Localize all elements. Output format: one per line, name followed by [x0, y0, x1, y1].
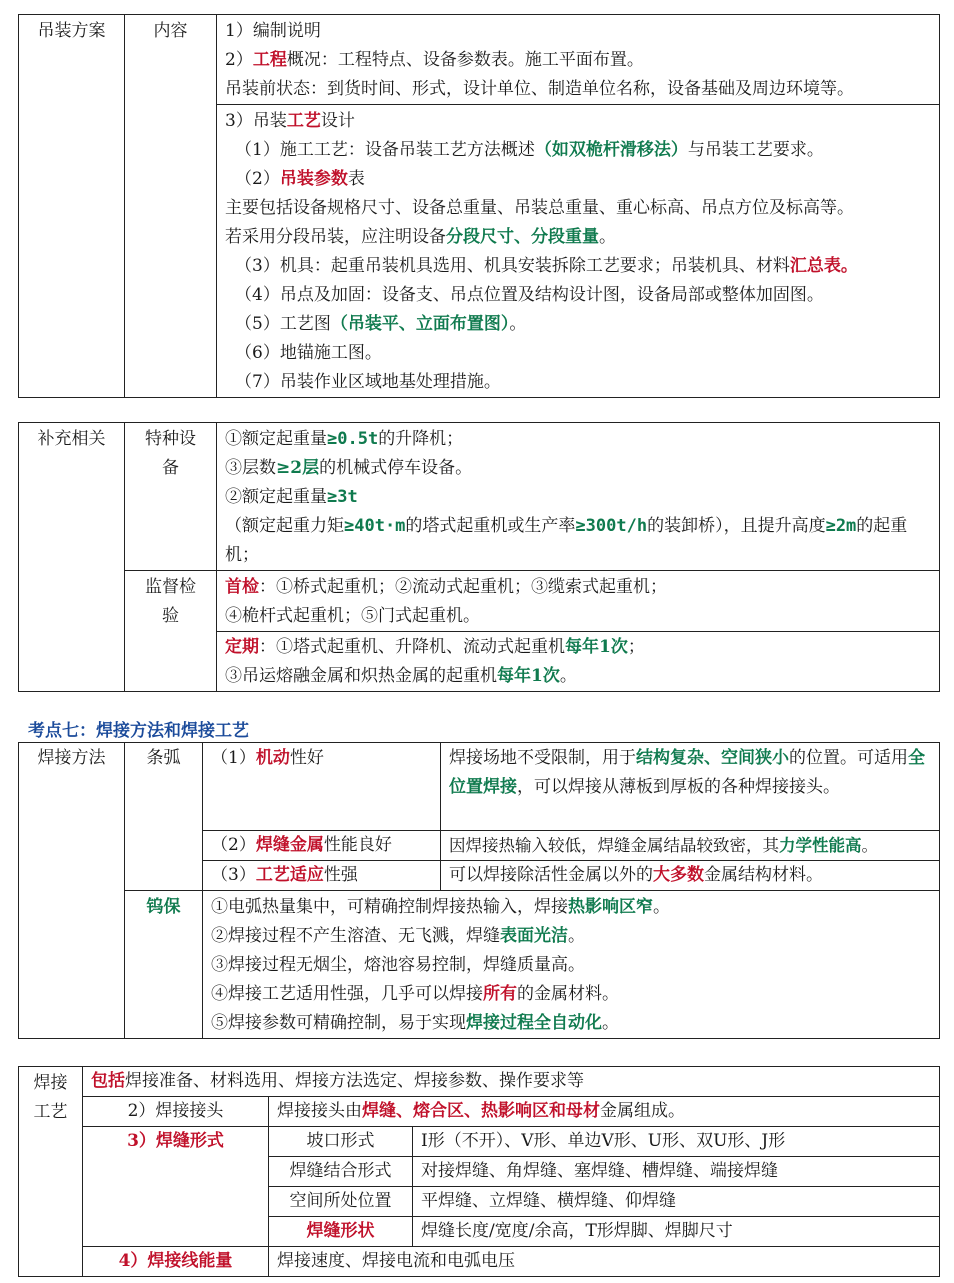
- special-equipment-label: 特种设备: [125, 423, 217, 571]
- groove-value: I形（不开）、V形、单边V形、U形、双U形、J形: [413, 1127, 940, 1157]
- joint-desc: 焊接接头由焊缝、熔合区、热影响区和母材金属组成。: [269, 1097, 940, 1127]
- weld-shape-label: 焊缝形状: [269, 1217, 413, 1247]
- spatial-position-label: 空间所处位置: [269, 1187, 413, 1217]
- arc-feature-1-desc: 焊接场地不受限制，用于结构复杂、空间狭小的位置。可适用全位置焊接，可以焊接从薄板到厚板的各种焊接接头。: [441, 743, 940, 831]
- left-label: 吊装方案: [19, 15, 125, 398]
- first-inspection: 首检：①桥式起重机；②流动式起重机；③缆索式起重机； ④桅杆式起重机；⑤门式起重机。: [217, 571, 940, 632]
- joint-combination-value: 对接焊缝、角焊缝、塞焊缝、槽焊缝、端接焊缝: [413, 1157, 940, 1187]
- weld-shape-value: 焊缝长度/宽度/余高，T形焊脚、焊脚尺寸: [413, 1217, 940, 1247]
- arc-feature-3-desc: 可以焊接除活性金属以外的大多数金属结构材料。: [441, 861, 940, 891]
- left-label: 焊接方法: [19, 743, 125, 1039]
- welding-process-table: [18, 1066, 940, 1277]
- left-label: 焊接工艺: [19, 1067, 83, 1277]
- tig-welding-label: 钨保: [125, 891, 203, 1039]
- special-equipment-table: [18, 422, 940, 692]
- tig-features: ①电弧热量集中，可精确控制焊接热输入，焊接热影响区窄。 ②焊接过程不产生溶渣、无飞溅，焊缝表面光洁。 ③焊接过程无烟尘，熔池容易控制，焊缝质量高。 ④焊接工艺适用性强，几乎可以焊接所有的金属材料。 ⑤焊接参数可精确控制，易于实现焊接过程全自动化。: [203, 891, 940, 1039]
- content-block-2: 3）吊装工艺设计 （1）施工工艺：设备吊装工艺方法概述（如双桅杆滑移法）与吊装工艺要求。 （2）吊装参数表 主要包括设备规格尺寸、设备总重量、吊装总重量、重心标高、吊点方位及标高等。 若采用分段吊装，应注明设备分段尺寸、分段重量。 （3）机具：起重吊装机具选用、机具安装拆除工艺要求；吊装机具、材料汇总表。 （4）吊点及加固：设备支、吊点位置及结构设计图，设备局部或整体加固图。 （5）工艺图（吊装平、立面布置图）。 （6）地锚施工图。 （7）吊装作业区域地基处理措施。: [217, 105, 940, 398]
- welding-method-table: [18, 742, 940, 1039]
- supervision-label: 监督检验: [125, 571, 217, 692]
- special-equipment-content: ①额定起重量≥0.5t的升降机； ③层数≥2层的机械式停车设备。 ②额定起重量≥3t （额定起重力矩≥40t·m的塔式起重机或生产率≥300t/h的装卸桥），且提升高度≥2m的起重机；: [217, 423, 940, 571]
- heat-input-label: 4）焊接线能量: [83, 1247, 269, 1277]
- weld-form-label: 3）焊缝形式: [83, 1127, 269, 1247]
- arc-feature-2-desc: 因焊接热输入较低，焊缝金属结晶较致密，其力学性能高。: [441, 831, 940, 861]
- left-label: 补充相关: [19, 423, 125, 692]
- section-heading: 考点七：焊接方法和焊接工艺: [28, 721, 249, 741]
- joint-combination-label: 焊缝结合形式: [269, 1157, 413, 1187]
- arc-feature-1: （1）机动性好: [203, 743, 441, 831]
- periodic-inspection: 定期：①塔式起重机、升降机、流动式起重机每年1次； ③吊运熔融金属和炽热金属的起重机每年1次。: [217, 632, 940, 692]
- groove-label: 坡口形式: [269, 1127, 413, 1157]
- mid-label: 内容: [125, 15, 217, 398]
- heat-input-value: 焊接速度、焊接电流和电弧电压: [269, 1247, 940, 1277]
- arc-welding-label: 条弧: [125, 743, 203, 891]
- process-includes: 包括焊接准备、材料选用、焊接方法选定、焊接参数、操作要求等: [83, 1067, 940, 1097]
- joint-label: 2）焊接接头: [83, 1097, 269, 1127]
- arc-feature-2: （2）焊缝金属性能良好: [203, 831, 441, 861]
- spatial-position-value: 平焊缝、立焊缝、横焊缝、仰焊缝: [413, 1187, 940, 1217]
- arc-feature-3: （3）工艺适应性强: [203, 861, 441, 891]
- content-block-1: 1）编制说明 2）工程概况：工程特点、设备参数表。施工平面布置。 吊装前状态：到货时间、形式，设计单位、制造单位名称，设备基础及周边环境等。: [217, 15, 940, 105]
- hoisting-plan-table: [18, 14, 940, 398]
